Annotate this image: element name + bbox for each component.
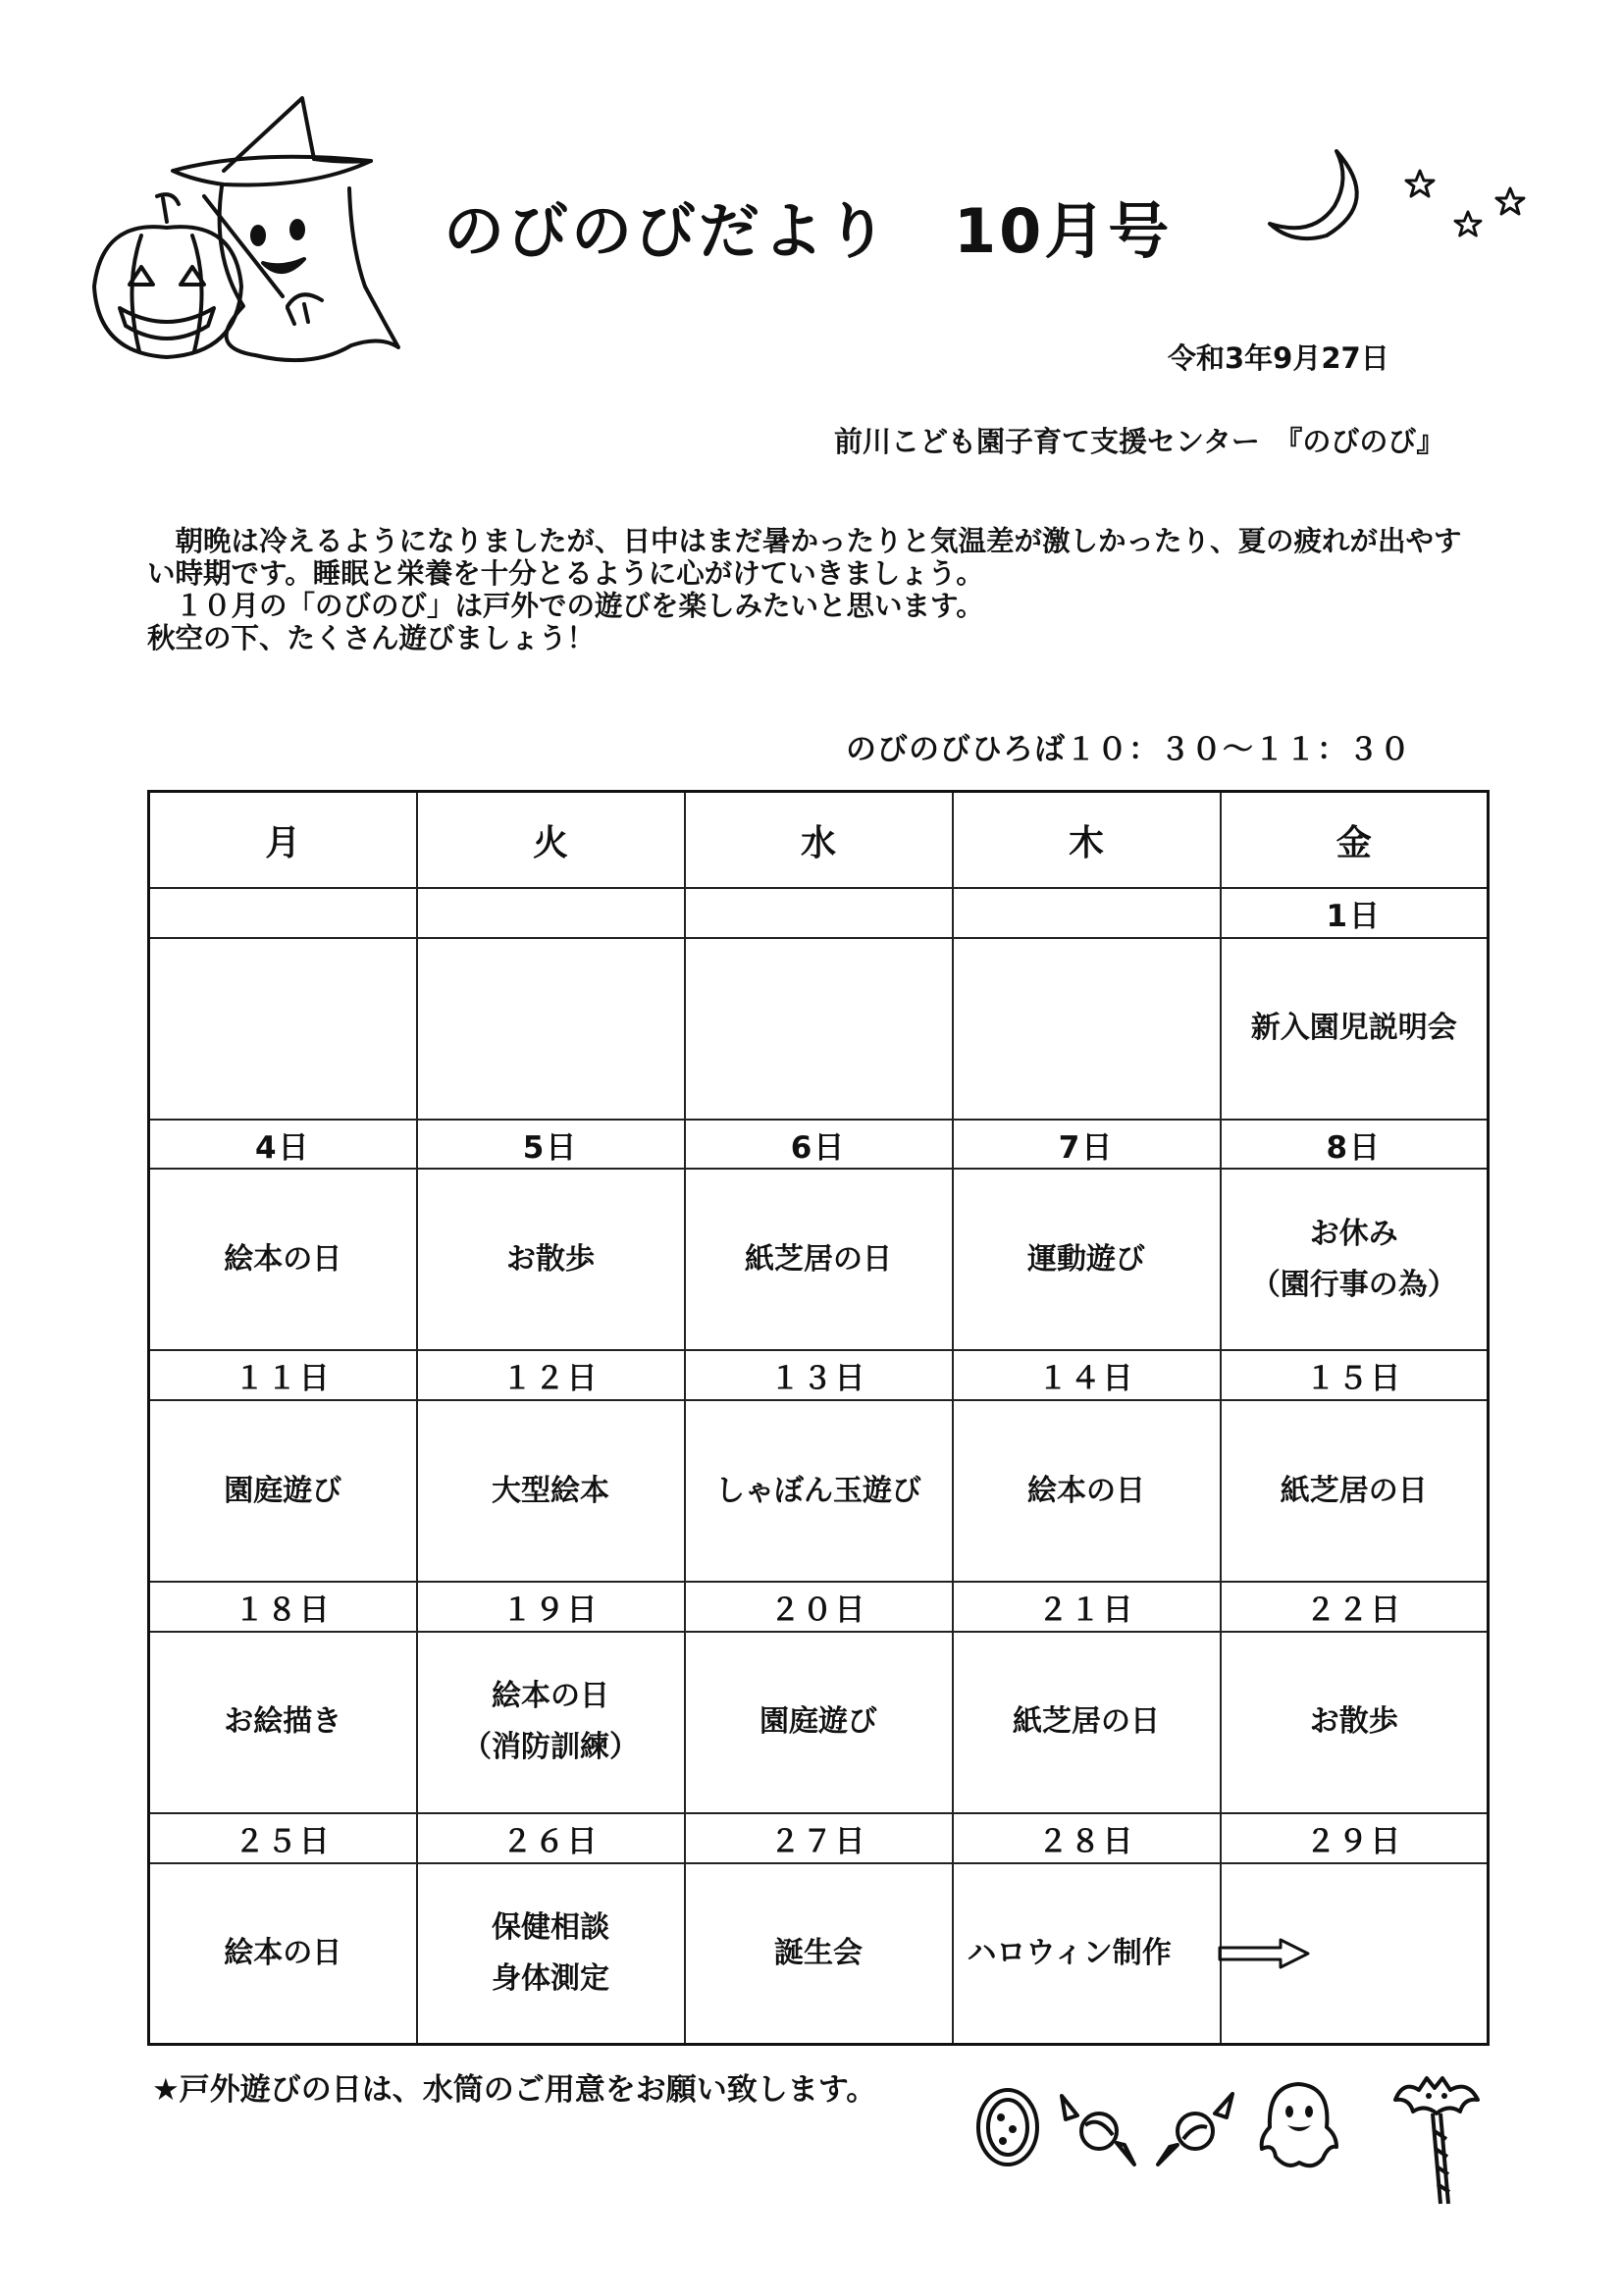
- weekday-header-row: [149, 792, 1489, 889]
- activity-cell: [953, 1632, 1221, 1813]
- activity-text: 運動遊び: [1027, 1241, 1145, 1277]
- activity-cell: [1221, 1632, 1489, 1813]
- weekday-header: 月: [149, 792, 417, 889]
- activity-text: お散歩: [506, 1241, 595, 1277]
- activity-row: [149, 1400, 1489, 1582]
- activity-text: お散歩: [1309, 1704, 1398, 1740]
- activity-cell: [149, 938, 417, 1120]
- activity-cell: [685, 1632, 953, 1813]
- weekday-header: 水: [685, 792, 953, 889]
- activity-text: 絵本の日: [492, 1679, 609, 1714]
- date-row: [149, 1582, 1489, 1632]
- activity-cell: [953, 1169, 1221, 1350]
- activity-text: 紙芝居の日: [1013, 1704, 1160, 1740]
- candy-icon: [1150, 2086, 1238, 2174]
- activity-cell: [149, 1632, 417, 1813]
- activity-text: 絵本の日: [224, 1241, 342, 1277]
- activity-cell: [417, 1632, 685, 1813]
- activity-text: 紙芝居の日: [745, 1241, 892, 1277]
- issue-date: 令和3年9月27日: [1168, 341, 1389, 375]
- weekday-header: 金: [1221, 792, 1489, 889]
- activity-note: （消防訓練）: [462, 1730, 639, 1765]
- ghost-icon: [1254, 2078, 1342, 2174]
- activity-text: 紙芝居の日: [1280, 1473, 1428, 1508]
- date-cell: １３日: [685, 1350, 953, 1400]
- date-cell: ２０日: [685, 1582, 953, 1632]
- date-cell: 7日: [953, 1120, 1221, 1170]
- date-cell: [685, 888, 953, 938]
- date-cell: ２２日: [1221, 1582, 1489, 1632]
- star-icon: [1454, 210, 1482, 237]
- activity-text: お絵描き: [224, 1704, 342, 1740]
- date-row: [149, 1350, 1489, 1400]
- bat-lollipop-icon: [1389, 2070, 1484, 2208]
- crescent-moon-icon: [1264, 143, 1372, 251]
- jack-o-lantern-icon: [84, 188, 251, 365]
- date-cell: ２７日: [685, 1813, 953, 1863]
- date-cell: 1日: [1221, 888, 1489, 938]
- activity-text: 身体測定: [492, 1960, 609, 1996]
- date-row: [149, 888, 1489, 938]
- activity-text: 新入園児説明会: [1250, 1011, 1457, 1046]
- activity-row: [149, 1169, 1489, 1350]
- activity-text: お休み: [1309, 1216, 1398, 1251]
- activity-row: [149, 1632, 1489, 1813]
- date-cell: １５日: [1221, 1350, 1489, 1400]
- candy-icon: [1056, 2086, 1144, 2174]
- arrow-right-icon: [1218, 1936, 1312, 1971]
- activity-cell: [417, 1169, 685, 1350]
- cookie-icon: [973, 2086, 1042, 2168]
- activity-cell: [685, 1863, 953, 2045]
- activity-text: 絵本の日: [1027, 1473, 1145, 1508]
- date-cell: １４日: [953, 1350, 1221, 1400]
- intro-paragraph: 秋空の下、たくさん遊びましょう！: [147, 622, 596, 654]
- activity-row: [149, 938, 1489, 1120]
- date-cell: [953, 888, 1221, 938]
- activity-cell: [953, 1400, 1221, 1582]
- intro-paragraph: １０月の「のびのび」は戸外での遊びを楽しみたいと思います。: [147, 590, 984, 622]
- date-cell: ２９日: [1221, 1813, 1489, 1863]
- activity-text: 園庭遊び: [224, 1473, 342, 1508]
- date-cell: ２８日: [953, 1813, 1221, 1863]
- date-cell: 4日: [149, 1120, 417, 1170]
- activity-cell: [149, 1169, 417, 1350]
- date-cell: １２日: [417, 1350, 685, 1400]
- activity-cell: [953, 938, 1221, 1120]
- activity-text: 絵本の日: [224, 1935, 342, 1970]
- date-cell: １９日: [417, 1582, 685, 1632]
- activity-cell: [149, 1863, 417, 2045]
- activity-cell: [1221, 938, 1489, 1120]
- date-row: [149, 1120, 1489, 1170]
- organization-name: 前川こども園子育て支援センター 『のびのび』: [834, 425, 1445, 458]
- activity-cell: [1221, 1863, 1489, 2045]
- weekday-header: 火: [417, 792, 685, 889]
- date-row: [149, 1813, 1489, 1863]
- date-cell: 5日: [417, 1120, 685, 1170]
- activity-cell: [953, 1863, 1221, 2045]
- notice-text: ★戸外遊びの日は、水筒のご用意をお願い致します。: [152, 2072, 877, 2108]
- activity-text: 大型絵本: [492, 1473, 609, 1508]
- activity-text: 園庭遊び: [759, 1704, 877, 1740]
- activity-cell: [417, 1400, 685, 1582]
- schedule-table: [147, 790, 1490, 2046]
- date-cell: ２６日: [417, 1813, 685, 1863]
- activity-text: 保健相談: [492, 1909, 609, 1945]
- activity-cell: [685, 938, 953, 1120]
- activity-cell: [417, 1863, 685, 2045]
- activity-text: ハロウィン制作: [967, 1935, 1172, 1970]
- date-cell: ２５日: [149, 1813, 417, 1863]
- activity-note: （園行事の為）: [1250, 1267, 1457, 1302]
- activity-text: しゃぼん玉遊び: [715, 1473, 921, 1508]
- date-cell: ２１日: [953, 1582, 1221, 1632]
- activity-cell: [149, 1400, 417, 1582]
- date-cell: １１日: [149, 1350, 417, 1400]
- activity-cell: [685, 1400, 953, 1582]
- activity-cell: [1221, 1169, 1489, 1350]
- date-cell: [149, 888, 417, 938]
- date-cell: [417, 888, 685, 938]
- activity-cell: [685, 1169, 953, 1350]
- star-icon: [1495, 186, 1525, 216]
- date-cell: 6日: [685, 1120, 953, 1170]
- intro-paragraph: 朝晩は冷えるようになりましたが、日中はまだ暑かったりと気温差が激しかったり、夏の疲れが出やすい時期です。睡眠と栄養を十分とるように心がけていきましょう。: [147, 525, 1462, 590]
- activity-cell: [417, 938, 685, 1120]
- star-icon: [1405, 169, 1435, 198]
- activity-cell: [1221, 1400, 1489, 1582]
- activity-row: [149, 1863, 1489, 2045]
- date-cell: 8日: [1221, 1120, 1489, 1170]
- date-cell: １８日: [149, 1582, 417, 1632]
- weekday-header: 木: [953, 792, 1221, 889]
- open-hours: のびのびひろば１０：３０～１１：３０: [846, 732, 1411, 767]
- page-title: のびのびだより 10月号: [444, 195, 1173, 267]
- activity-text: 誕生会: [774, 1935, 863, 1970]
- intro-text: [147, 525, 1482, 654]
